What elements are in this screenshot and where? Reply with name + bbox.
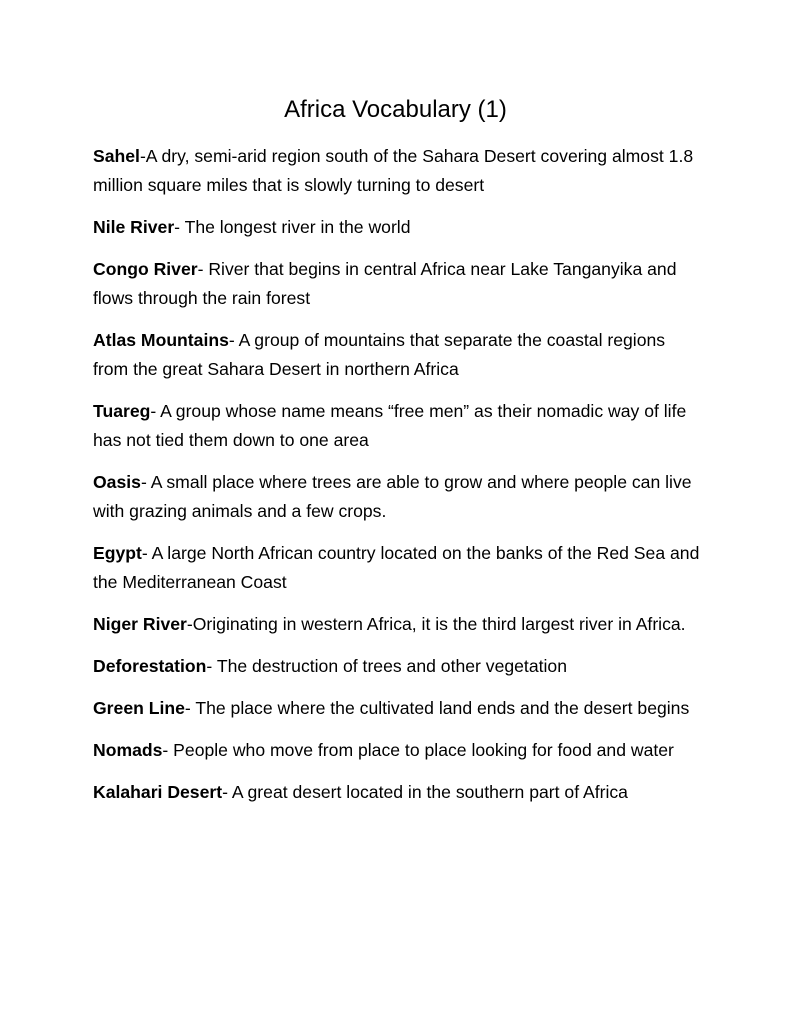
vocabulary-term: Kalahari Desert bbox=[93, 782, 223, 802]
vocabulary-definition: - A small place where trees are able to grow and where people can live with grazing animals and a few crops. bbox=[93, 472, 692, 521]
vocabulary-term: Oasis bbox=[93, 472, 141, 492]
vocabulary-entry-congo-river bbox=[93, 255, 703, 313]
vocabulary-definition: - People who move from place to place looking for food and water bbox=[162, 740, 674, 760]
vocabulary-definition: - A great desert located in the southern part of Africa bbox=[222, 782, 628, 802]
vocabulary-entry-green-line bbox=[93, 694, 703, 723]
vocabulary-term: Tuareg bbox=[93, 401, 151, 421]
vocabulary-list bbox=[93, 142, 703, 820]
vocabulary-term: Atlas Mountains bbox=[93, 330, 229, 350]
vocabulary-definition: - A group of mountains that separate the coastal regions from the great Sahara Desert in northern Africa bbox=[93, 330, 666, 379]
vocabulary-entry-deforestation bbox=[93, 652, 703, 681]
vocabulary-entry-niger-river bbox=[93, 610, 703, 639]
vocabulary-entry-nile-river bbox=[93, 213, 703, 242]
vocabulary-definition: - The place where the cultivated land ends and the desert begins bbox=[184, 698, 690, 718]
vocabulary-definition: -A dry, semi-arid region south of the Sahara Desert covering almost 1.8 million square miles that is slowly turning to desert bbox=[93, 146, 694, 195]
vocabulary-term: Nile River bbox=[93, 217, 175, 237]
vocabulary-term: Niger River bbox=[93, 614, 187, 634]
page-title: Africa Vocabulary (1) bbox=[284, 96, 507, 123]
vocabulary-definition: - A group whose name means “free men” as their nomadic way of life has not tied them down to one area bbox=[93, 401, 687, 450]
vocabulary-term: Egypt bbox=[93, 543, 142, 563]
vocabulary-definition: - River that begins in central Africa near Lake Tanganyika and flows through the rain forest bbox=[93, 259, 677, 308]
vocabulary-entry-egypt bbox=[93, 539, 703, 597]
vocabulary-entry-kalahari-desert bbox=[93, 778, 703, 807]
vocabulary-entry-atlas-mountains bbox=[93, 326, 703, 384]
vocabulary-definition: - The destruction of trees and other vegetation bbox=[206, 656, 567, 676]
vocabulary-term: Congo River bbox=[93, 259, 198, 279]
vocabulary-definition: - A large North African country located on the banks of the Red Sea and the Mediterranean Coast bbox=[93, 543, 700, 592]
vocabulary-entry-tuareg bbox=[93, 397, 703, 455]
vocabulary-definition: - The longest river in the world bbox=[174, 217, 411, 237]
vocabulary-entry-oasis bbox=[93, 468, 703, 526]
vocabulary-term: Green Line bbox=[93, 698, 185, 718]
vocabulary-entry-sahel bbox=[93, 142, 703, 200]
vocabulary-term: Nomads bbox=[93, 740, 163, 760]
vocabulary-definition: -Originating in western Africa, it is the third largest river in Africa. bbox=[186, 614, 686, 634]
vocabulary-term: Sahel bbox=[93, 146, 140, 166]
vocabulary-term: Deforestation bbox=[93, 656, 207, 676]
vocabulary-entry-nomads bbox=[93, 736, 703, 765]
